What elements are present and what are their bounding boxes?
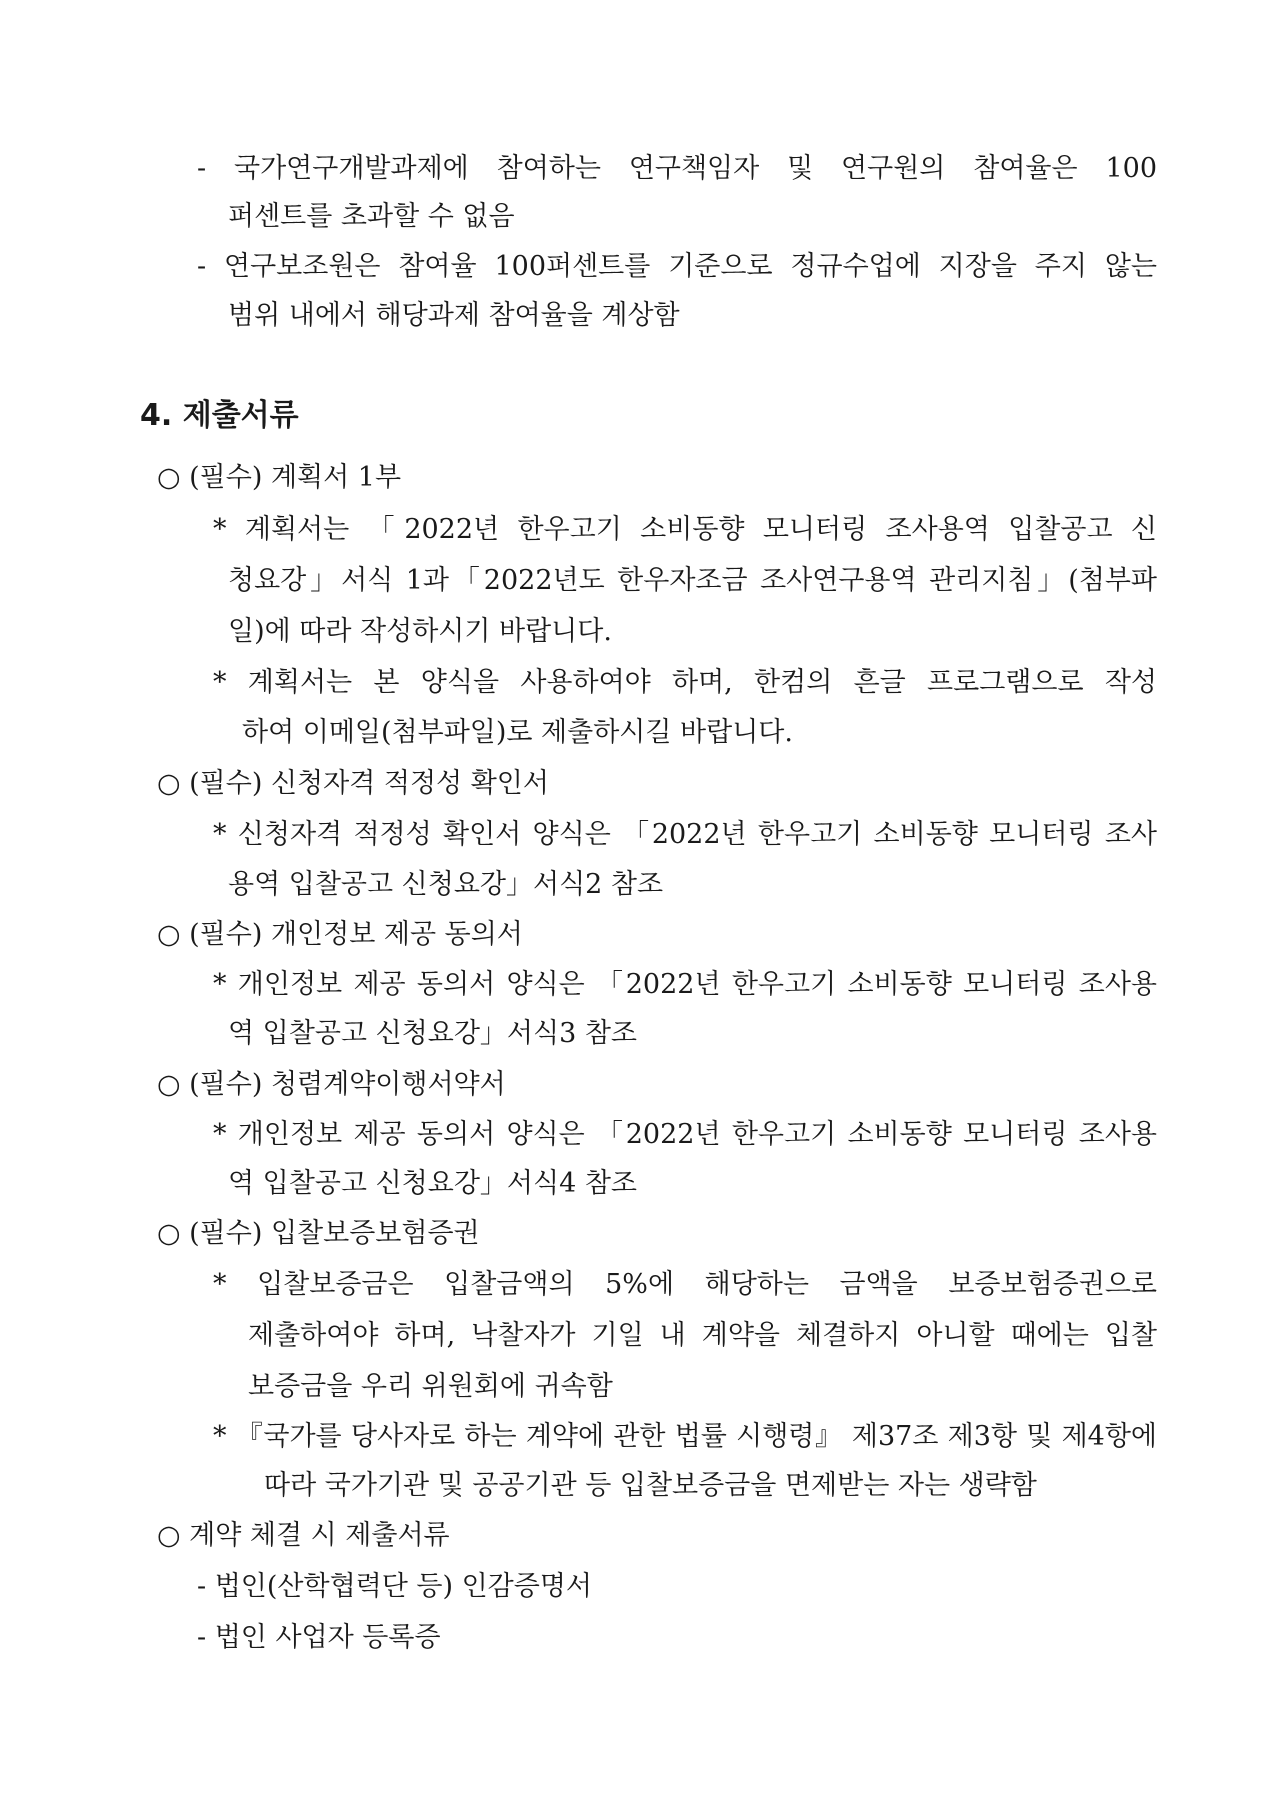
dash-item-line: 퍼센트를 초과할 수 없음: [228, 201, 515, 232]
note-line: 보증금을 우리 위원회에 귀속함: [248, 1371, 613, 1402]
note-line: 역 입찰공고 신청요강」서식4 참조: [228, 1168, 637, 1199]
note-line: * 신청자격 적정성 확인서 양식은 「2022년 한우고기 소비동향 모니터링 조사: [213, 819, 1157, 850]
item-heading: ○ (필수) 계획서 1부: [157, 462, 402, 493]
note-line: 일)에 따라 작성하시기 바랍니다.: [228, 616, 612, 647]
dash-item-line: 범위 내에서 해당과제 참여율을 계상함: [228, 300, 680, 331]
dash-item-line: - 법인 사업자 등록증: [197, 1622, 441, 1653]
dash-item-line: - 국가연구개발과제에 참여하는 연구책임자 및 연구원의 참여율은 100: [197, 153, 1157, 184]
note-line: 제출하여야 하며, 낙찰자가 기일 내 계약을 체결하지 아니할 때에는 입찰: [248, 1320, 1157, 1351]
note-line: * 『국가를 당사자로 하는 계약에 관한 법률 시행령』 제37조 제3항 및 제4항에: [213, 1421, 1157, 1452]
item-heading: ○ (필수) 개인정보 제공 동의서: [157, 919, 523, 950]
item-heading: ○ (필수) 청렴계약이행서약서: [157, 1069, 506, 1100]
note-line: * 개인정보 제공 동의서 양식은 「2022년 한우고기 소비동향 모니터링 조사용: [213, 1119, 1157, 1150]
item-heading: ○ 계약 체결 시 제출서류: [157, 1520, 450, 1551]
note-line: 역 입찰공고 신청요강」서식3 참조: [228, 1018, 637, 1049]
item-heading: ○ (필수) 입찰보증보험증권: [157, 1218, 480, 1249]
note-line: * 입찰보증금은 입찰금액의 5%에 해당하는 금액을 보증보험증권으로: [213, 1269, 1157, 1300]
note-line: * 계획서는 본 양식을 사용하여야 하며, 한컴의 흔글 프로그램으로 작성: [213, 667, 1157, 698]
dash-item-line: - 법인(산학협력단 등) 인감증명서: [197, 1571, 593, 1602]
note-line: * 개인정보 제공 동의서 양식은 「2022년 한우고기 소비동향 모니터링 조사용: [213, 969, 1157, 1000]
note-line: * 계획서는 「2022년 한우고기 소비동향 모니터링 조사용역 입찰공고 신: [213, 514, 1157, 545]
section-title: 4. 제출서류: [140, 398, 299, 433]
note-line: 용역 입찰공고 신청요강」서식2 참조: [228, 869, 664, 900]
note-line: 하여 이메일(첨부파일)로 제출하시길 바랍니다.: [242, 717, 793, 748]
note-line: 청요강」서식 1과「2022년도 한우자조금 조사연구용역 관리지침」(첨부파: [228, 565, 1157, 596]
item-heading: ○ (필수) 신청자격 적정성 확인서: [157, 768, 549, 799]
note-line: 따라 국가기관 및 공공기관 등 입찰보증금을 면제받는 자는 생략함: [264, 1470, 1037, 1501]
dash-item-line: - 연구보조원은 참여율 100퍼센트를 기준으로 정규수업에 지장을 주지 않는: [197, 251, 1157, 282]
